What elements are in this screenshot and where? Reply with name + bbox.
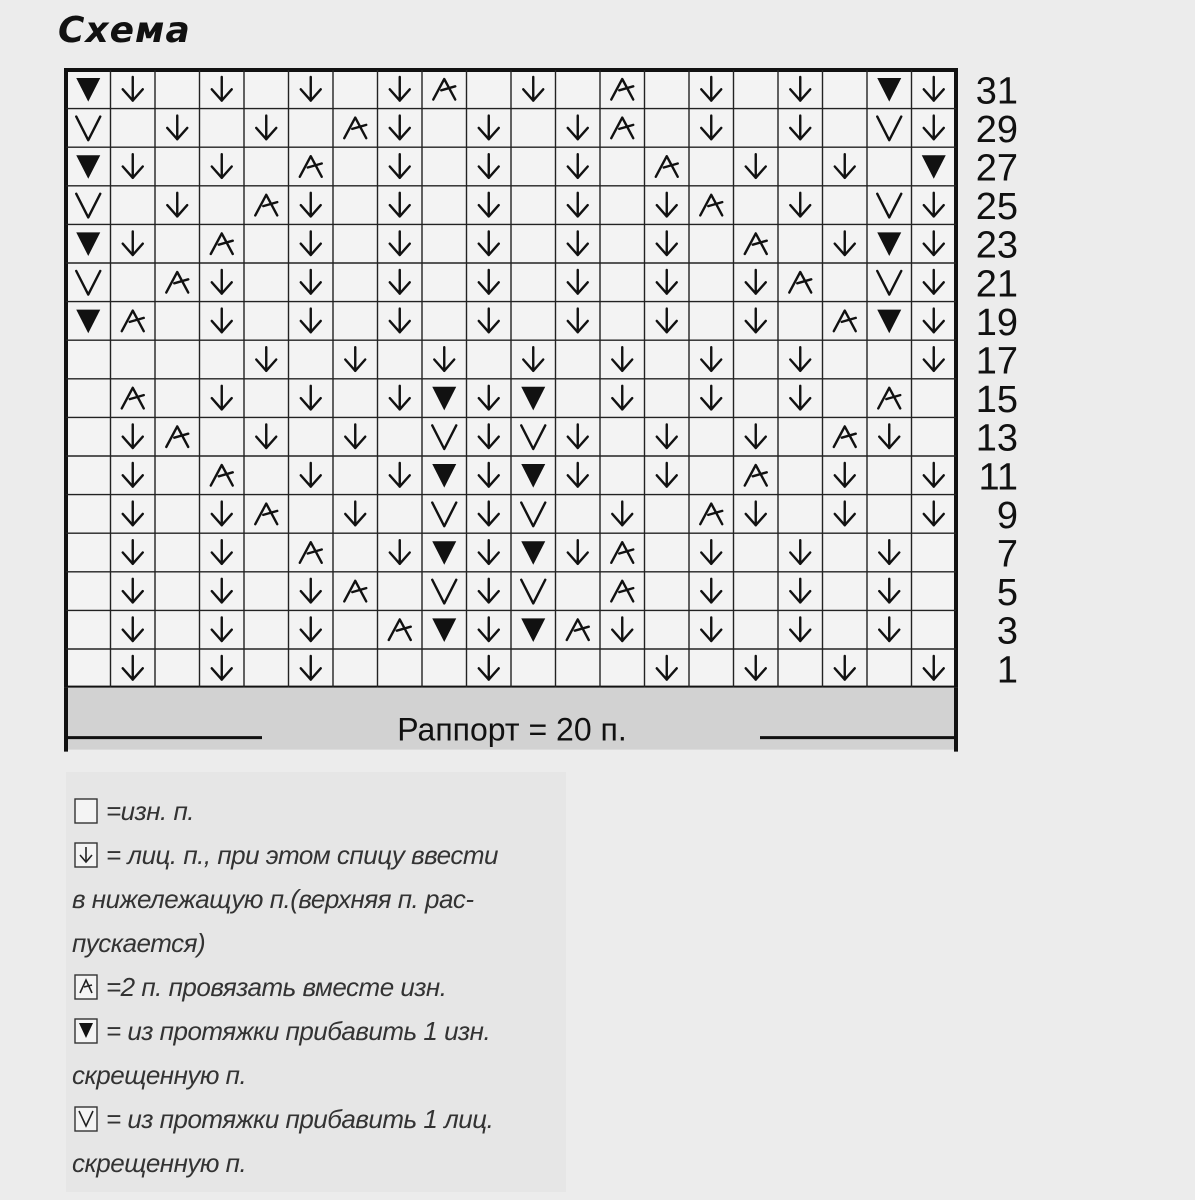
legend-text-continued: скрещенную п.	[72, 1148, 247, 1178]
legend	[66, 772, 566, 1192]
row-number: 15	[975, 379, 1018, 422]
row-number: 25	[975, 186, 1018, 229]
legend-text: = лиц. п., при этом спицу ввести	[106, 840, 498, 870]
row-number: 31	[975, 70, 1018, 113]
legend-text-continued: скрещенную п.	[72, 1060, 247, 1090]
repeat-label: Раппорт = 20 п.	[397, 711, 627, 748]
row-number: 5	[996, 572, 1018, 615]
row-number: 13	[975, 417, 1018, 460]
triangle-legend-icon	[74, 1018, 98, 1044]
legend-text: =2 п. провязать вместе изн.	[106, 972, 447, 1002]
arrow-legend-icon	[74, 842, 98, 868]
legend-text: = из протяжки прибавить 1 изн.	[106, 1016, 491, 1046]
row-number: 7	[996, 533, 1018, 576]
legend-item	[74, 796, 194, 827]
row-number: 19	[975, 301, 1018, 344]
row-number: 3	[996, 610, 1018, 653]
row-number: 29	[975, 108, 1018, 151]
row-number: 1	[996, 649, 1018, 692]
empty-legend-icon	[74, 798, 98, 824]
legend-text: = из протяжки прибавить 1 лиц.	[106, 1104, 494, 1134]
legend-text-continued: пускается)	[72, 928, 206, 958]
legend-item	[74, 972, 446, 1003]
legend-text: =изн. п.	[106, 796, 195, 826]
lambda-legend-icon	[74, 974, 98, 1000]
vee-legend-icon	[74, 1106, 98, 1132]
chart-title: Схема	[58, 10, 191, 51]
row-number: 21	[975, 263, 1018, 306]
legend-item	[74, 1104, 493, 1135]
legend-text-continued: в нижележащую п.(верхняя п. рас-	[72, 884, 474, 914]
legend-item	[74, 840, 498, 871]
legend-item	[74, 1016, 490, 1047]
row-number: 27	[975, 147, 1018, 190]
row-number: 17	[975, 340, 1018, 383]
row-number: 9	[996, 494, 1018, 537]
row-number: 23	[975, 224, 1018, 267]
row-number: 11	[978, 456, 1018, 499]
